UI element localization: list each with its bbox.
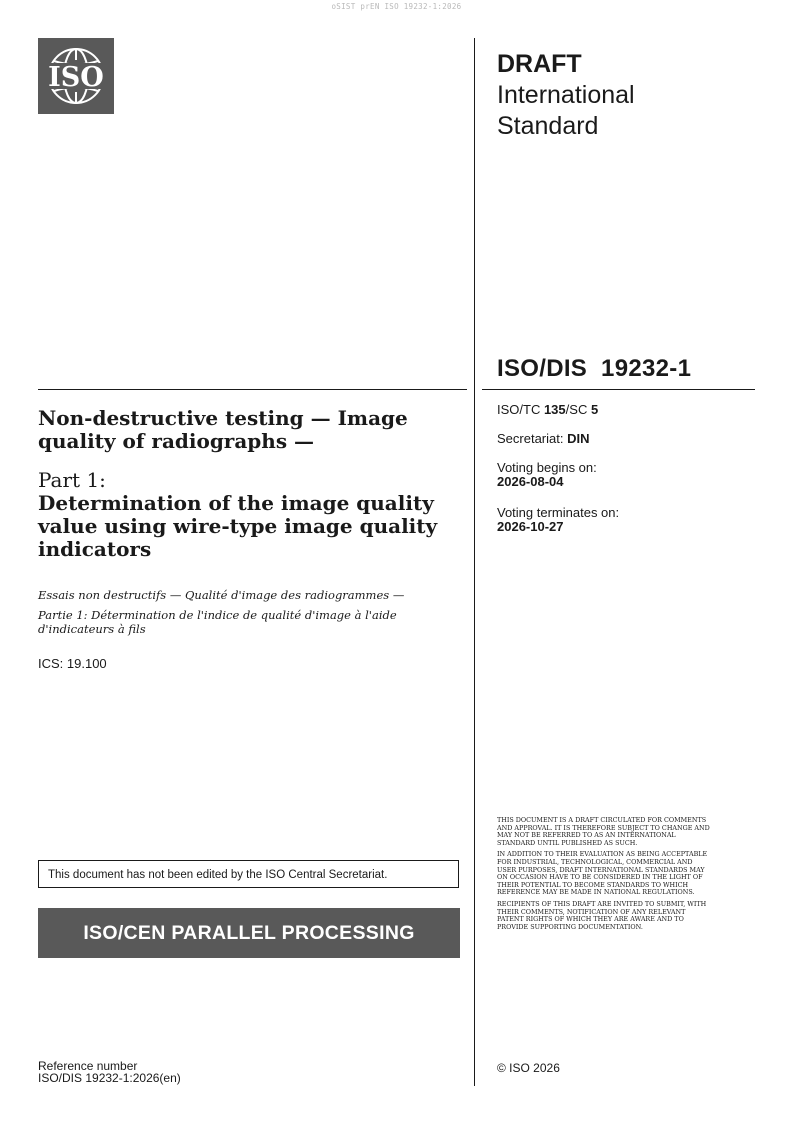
voting-begins-date: 2026-08-04 [497, 474, 564, 489]
vertical-divider [474, 38, 475, 1086]
copyright: © ISO 2026 [497, 1061, 560, 1075]
status-line-international: International [497, 81, 635, 109]
french-title [38, 588, 458, 642]
disclaimer-paragraph-3: RECIPIENTS OF THIS DRAFT ARE INVITED TO SUBMIT, WITH THEIR COMMENTS, NOTIFICATION OF ANY RELEVANT PATENT RIGHTS OF WHICH THEY ARE AWARE AND TO PROVIDE SUPPORTING DOCUMENTATION. [497, 899, 707, 931]
watermark: oSIST prEN ISO 19232-1:2026 [331, 2, 462, 11]
committee-prefix: ISO/TC [497, 402, 544, 417]
main-title: Non-destructive testing — Image quality of radiographs — [38, 406, 408, 453]
part-title: Determination of the image quality value using wire-type image quality indicators [38, 491, 438, 561]
french-title-line2: Partie 1: Détermination de l'indice de qualité d'image à l'aide d'indicateurs à fils [38, 608, 397, 636]
voting-terminates-label: Voting terminates on: [497, 505, 620, 520]
disclaimer-paragraph-2: IN ADDITION TO THEIR EVALUATION AS BEING ACCEPTABLE FOR INDUSTRIAL, TECHNOLOGICAL, COMMERCIAL AND USER PURPOSES, DRAFT INTERNATIONAL STANDARDS MAY ON OCCASION HAVE TO BE CONSIDERED IN THE LIGHT OF THEIR POTENTIAL TO BECOME STANDARDS TO WHICH REFERENCE MAY BE MADE IN NATIONAL REGULATIONS. [497, 850, 708, 897]
part-label: Part 1: [38, 468, 106, 492]
document-status [497, 49, 635, 142]
parallel-processing-banner: ISO/CEN PARALLEL PROCESSING [38, 908, 460, 958]
voting-terminates-date: 2026-10-27 [497, 519, 564, 534]
draft-disclaimer [497, 817, 712, 935]
committee-sc: 5 [590, 402, 599, 417]
secretariat-label: Secretariat: [497, 431, 568, 446]
standard-number: ISO/DIS 19232-1 [497, 355, 692, 382]
status-line-draft: DRAFT [497, 50, 582, 78]
horizontal-divider-right [482, 389, 755, 390]
edit-notice: This document has not been edited by the ISO Central Secretariat. [38, 860, 459, 888]
committee-tc: 135 [543, 402, 566, 417]
disclaimer-paragraph-1: THIS DOCUMENT IS A DRAFT CIRCULATED FOR COMMENTS AND APPROVAL. IT IS THEREFORE SUBJECT TO CHANGE AND MAY NOT BE REFERRED TO AS AN INTERNATIONAL STANDARD UNTIL PUBLISHED AS SUCH. [497, 816, 710, 847]
reference-value: ISO/DIS 19232-1:2026(en) [38, 1071, 181, 1085]
committee-sep: /SC [565, 402, 591, 417]
secretariat [497, 432, 589, 446]
status-line-standard: Standard [497, 112, 599, 140]
reference-number [38, 1060, 181, 1084]
svg-text:ISO: ISO [48, 62, 104, 93]
voting-terminates [497, 506, 619, 534]
reference-label: Reference number [38, 1059, 138, 1073]
french-title-line1: Essais non destructifs — Qualité d'image des radiogrammes — [38, 588, 405, 602]
secretariat-value: DIN [567, 431, 590, 446]
horizontal-divider-left [38, 389, 467, 390]
ics-code: ICS: 19.100 [38, 656, 107, 671]
voting-begins-label: Voting begins on: [497, 460, 597, 475]
voting-begins [497, 461, 597, 489]
iso-logo-icon [38, 38, 114, 114]
committee [497, 403, 598, 417]
